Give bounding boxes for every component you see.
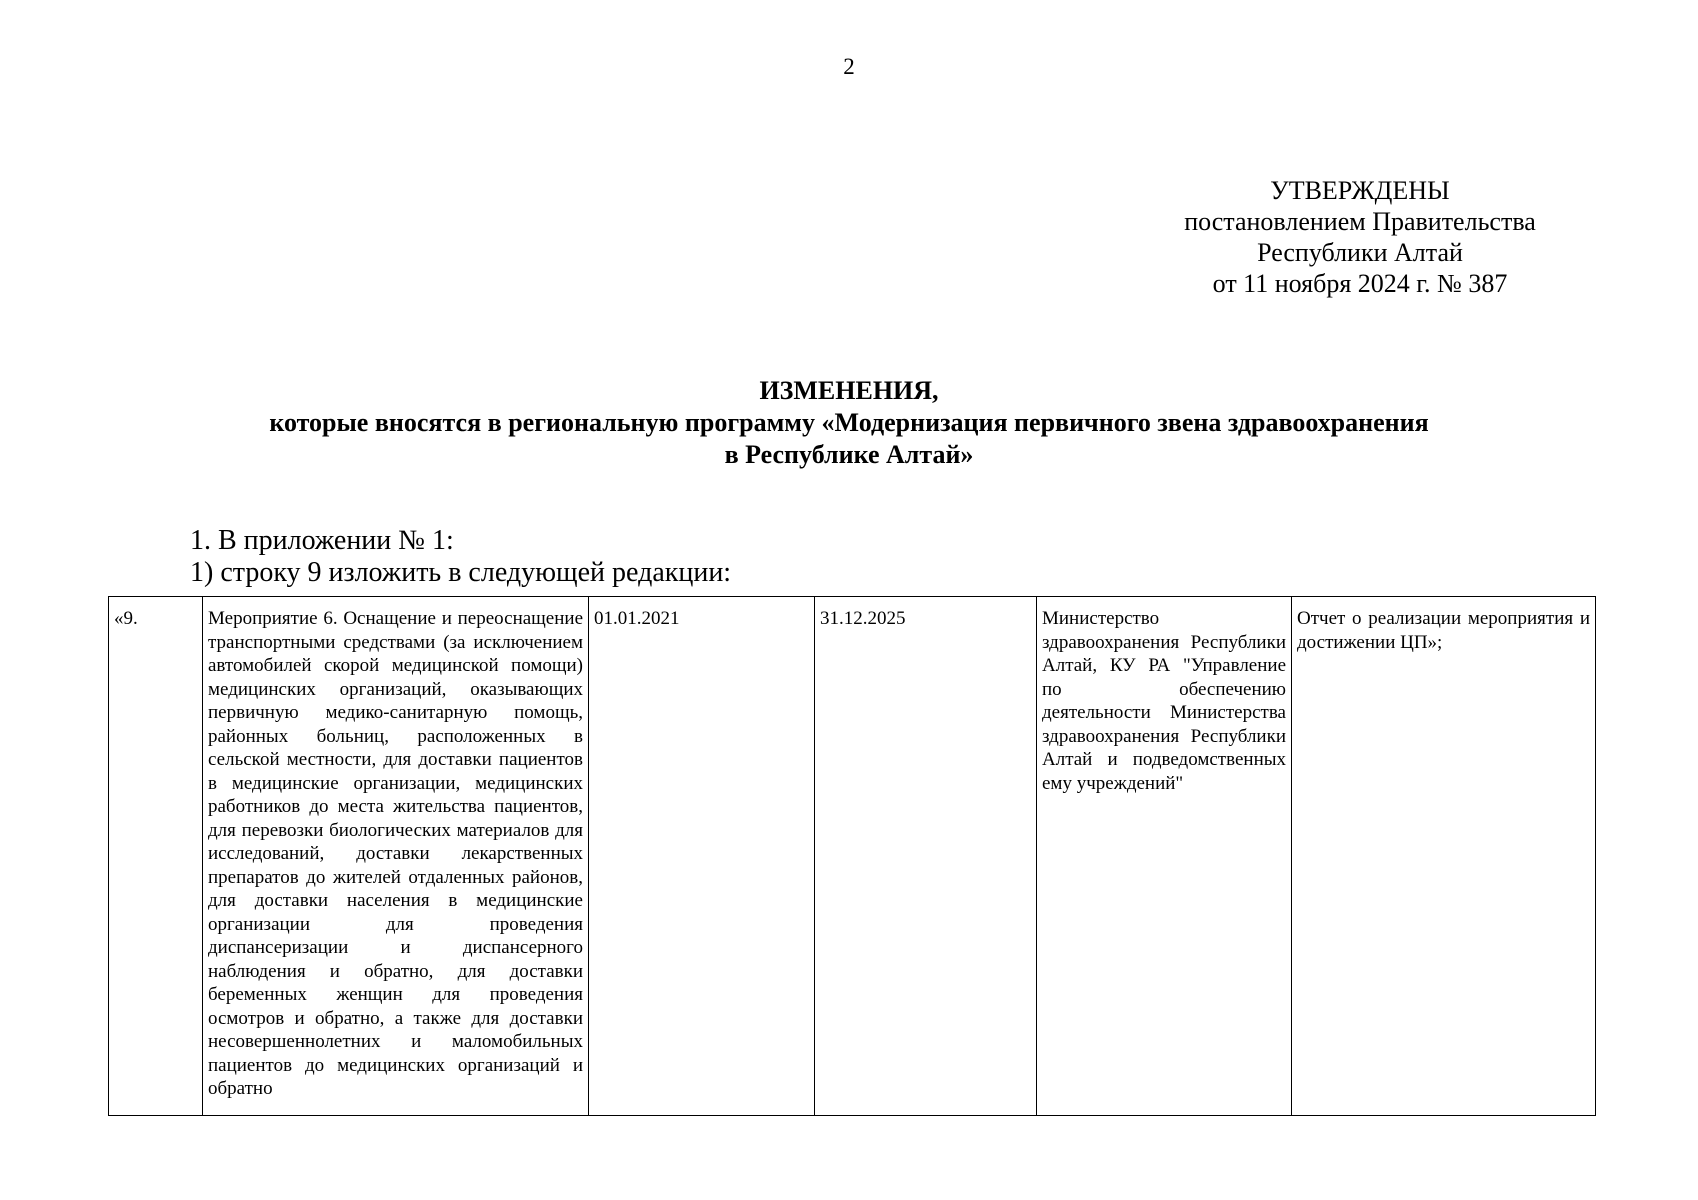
intro-text xyxy=(190,525,731,589)
approval-line-resolution: постановлением Правительства xyxy=(1184,207,1536,236)
responsible-cell: Министерство здравоохранения Республики Алтай, КУ РА "Управление по обеспечению деятельности Министерства здравоохранения Республики Алтай и подведомственных ему учреждений" xyxy=(1037,597,1292,1116)
table-row xyxy=(109,597,1596,1116)
heading-subtitle: которые вносятся в региональную программу «Модернизация первичного звена здравоохранения xyxy=(269,408,1429,437)
approval-line-date: от 11 ноября 2024 г. № 387 xyxy=(1212,269,1508,298)
approval-title: УТВЕРЖДЕНЫ xyxy=(1270,176,1450,205)
result-cell: Отчет о реализации мероприятия и достижении ЦП»; xyxy=(1292,597,1596,1116)
end-date-cell: 31.12.2025 xyxy=(815,597,1037,1116)
approval-line-republic: Республики Алтай xyxy=(1257,238,1463,267)
row-number-cell: «9. xyxy=(109,597,203,1116)
page-number: 2 xyxy=(843,54,855,79)
intro-item-1: 1. В приложении № 1: xyxy=(190,525,454,556)
measure-description-cell: Мероприятие 6. Оснащение и переоснащение транспортными средствами (за исключением автомобилей скорой медицинской помощи) медицинских организаций, оказывающих первичную медико-санитарную помощь, районных больниц, расположенных в сельской местности, для доставки пациентов в медицинские организации, медицинских работников до места жительства пациентов, для перевозки биологических материалов для исследований, доставки лекарственных препаратов до жителей отдаленных районов, для доставки населения в медицинские организации для проведения диспансеризации и диспансерного наблюдения и обратно, для доставки беременных женщин для проведения осмотров и обратно, а также для доставки несовершеннолетних и маломобильных пациентов до медицинских организаций и обратно xyxy=(203,597,589,1116)
changes-table xyxy=(108,596,1596,1116)
approval-stamp xyxy=(1150,175,1570,299)
heading-subtitle-continued: в Республике Алтай» xyxy=(724,440,974,469)
intro-item-2: 1) строку 9 изложить в следующей редакции: xyxy=(190,557,732,588)
start-date-cell: 01.01.2021 xyxy=(589,597,815,1116)
document-heading xyxy=(0,375,1698,471)
heading-title: ИЗМЕНЕНИЯ, xyxy=(759,376,939,405)
